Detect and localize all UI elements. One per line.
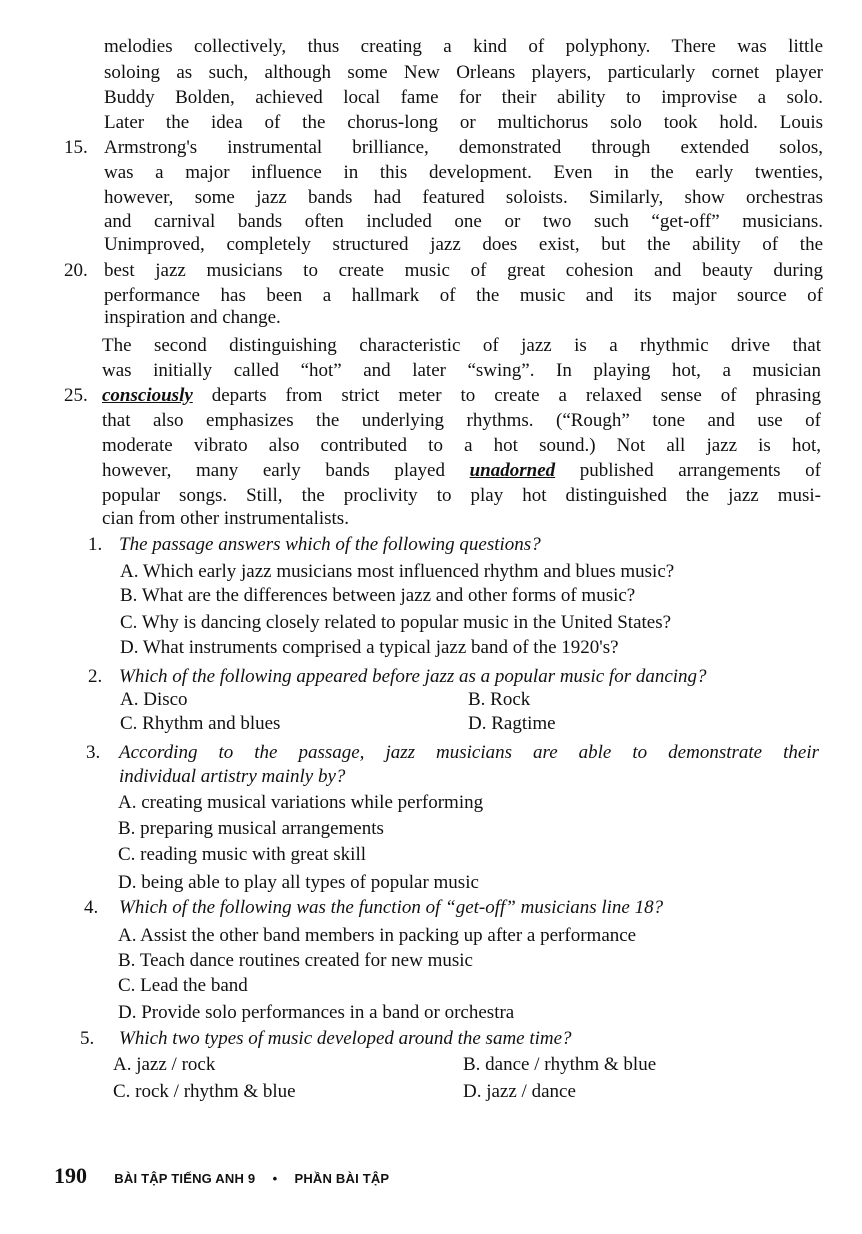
answer-option: D. What instruments comprised a typical jazz band of the 1920's? [120, 637, 619, 658]
passage-line [104, 112, 823, 134]
answer-option: A. creating musical variations while performing [118, 792, 484, 813]
passage-line [102, 385, 821, 407]
line-text: however, some jazz bands had featured soloists. Similarly, show orchestras [104, 187, 823, 208]
line-text: departs from strict meter to create a relaxed sense of phrasing [192, 385, 821, 406]
question-number: 4. [84, 897, 99, 918]
line-text: Buddy Bolden, achieved local fame for their ability to improvise a solo. [104, 87, 823, 108]
answer-option: D. Ragtime [468, 713, 556, 734]
footer-bullet: • [272, 1171, 278, 1186]
passage-line [104, 187, 823, 209]
answer-option: A. Disco [120, 689, 188, 710]
answer-option: C. Why is dancing closely related to popular music in the United States? [120, 612, 672, 633]
passage-line [102, 435, 821, 457]
passage-line [102, 460, 821, 482]
line-number: 15. [64, 137, 88, 158]
question-text: individual artistry mainly by? [119, 766, 346, 787]
section-title: PHẦN BÀI TẬP [294, 1171, 390, 1186]
answer-option: B. Rock [468, 689, 531, 710]
passage-line [104, 137, 823, 159]
line-text: moderate vibrato also contributed to a hot sound.) Not all jazz is hot, [102, 435, 821, 456]
line-text: best jazz musicians to create music of great cohesion and beauty during [104, 260, 823, 281]
passage-line [104, 211, 823, 233]
passage-line [104, 285, 823, 307]
line-number: 25. [64, 385, 88, 406]
line-text: inspiration and change. [104, 307, 281, 328]
answer-option: D. jazz / dance [463, 1081, 576, 1102]
answer-option: C. Lead the band [118, 975, 248, 996]
passage-line [102, 485, 821, 507]
question-number: 5. [80, 1028, 95, 1049]
answer-option: B. What are the differences between jazz and other forms of music? [120, 585, 636, 606]
line-text: was a major influence in this development. Even in the early twenties, [104, 162, 823, 183]
emphasized-word: consciously [102, 385, 193, 406]
line-text: The second distinguishing characteristic of jazz is a rhythmic drive that [102, 335, 821, 356]
passage-line [104, 36, 823, 58]
question-text: According to the passage, jazz musicians are able to demonstrate their [119, 742, 819, 763]
passage-line [104, 234, 823, 256]
answer-option: A. jazz / rock [113, 1054, 216, 1075]
question-text: Which of the following was the function of “get-off” musicians line 18? [119, 897, 664, 918]
line-text: soloing as such, although some New Orleans players, particularly cornet player [104, 62, 823, 83]
line-text: Unimproved, completely structured jazz does exist, but the ability of the [104, 234, 823, 255]
answer-option: B. Teach dance routines created for new music [118, 950, 473, 971]
answer-option: B. dance / rhythm & blue [463, 1054, 657, 1075]
line-number: 20. [64, 260, 88, 281]
question-text: Which of the following appeared before jazz as a popular music for dancing? [119, 666, 707, 687]
line-text: was initially called “hot” and later “swing”. In playing hot, a musician [102, 360, 821, 381]
answer-option: B. preparing musical arrangements [118, 818, 384, 839]
answer-option: D. being able to play all types of popular music [118, 872, 479, 893]
passage-line [104, 162, 823, 184]
page-number: 190 [54, 1163, 87, 1188]
line-text: and carnival bands often included one or two such “get-off” musicians. [104, 211, 823, 232]
question-number: 2. [88, 666, 103, 687]
line-text: however, many early bands played [102, 460, 470, 481]
line-text: melodies collectively, thus creating a kind of polyphony. There was little [104, 36, 823, 57]
book-title: BÀI TẬP TIẾNG ANH 9 [114, 1171, 256, 1186]
passage-line [102, 410, 821, 432]
answer-option: C. reading music with great skill [118, 844, 367, 865]
passage-line [104, 62, 823, 84]
line-text: performance has been a hallmark of the music and its major source of [104, 285, 823, 306]
passage-line [102, 335, 821, 357]
question-number: 3. [86, 742, 101, 763]
line-text: that also emphasizes the underlying rhythms. (“Rough” tone and use of [102, 410, 821, 431]
passage-line [102, 360, 821, 382]
passage-line [102, 508, 821, 530]
passage-line [104, 87, 823, 109]
answer-option: C. rock / rhythm & blue [113, 1081, 296, 1102]
question-text: The passage answers which of the following questions? [119, 534, 541, 555]
question-text: Which two types of music developed around the same time? [119, 1028, 572, 1049]
line-text: cian from other instrumentalists. [102, 508, 349, 529]
passage-line [104, 307, 823, 329]
answer-option: A. Which early jazz musicians most influenced rhythm and blues music? [120, 561, 675, 582]
line-text: Later the idea of the chorus-long or multichorus solo took hold. Louis [104, 112, 823, 133]
line-text: published arrangements of [555, 460, 821, 481]
emphasized-word: unadorned [469, 460, 556, 481]
passage-line [104, 260, 823, 282]
answer-option: A. Assist the other band members in packing up after a performance [118, 925, 637, 946]
line-text: Armstrong's instrumental brilliance, demonstrated through extended solos, [104, 137, 823, 158]
answer-option: C. Rhythm and blues [120, 713, 281, 734]
answer-option: D. Provide solo performances in a band or orchestra [118, 1002, 515, 1023]
page-footer [54, 1163, 389, 1189]
line-text: popular songs. Still, the proclivity to play hot distinguished the jazz musi- [102, 485, 821, 506]
question-number: 1. [88, 534, 103, 555]
